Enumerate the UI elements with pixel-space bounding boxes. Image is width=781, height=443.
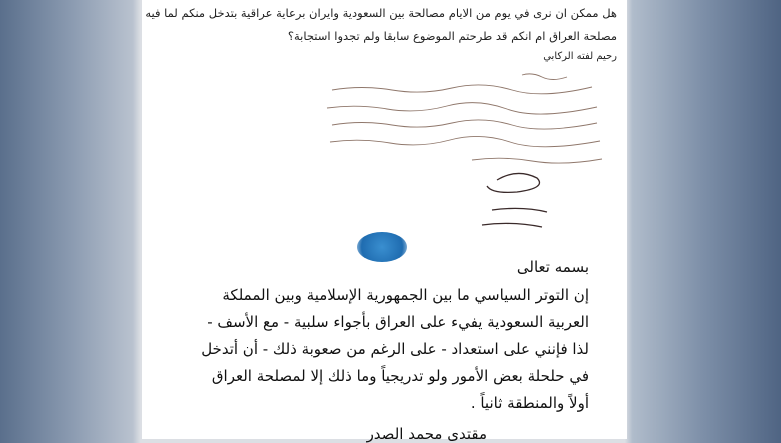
seal-stamp <box>357 232 407 262</box>
question-line-2: مصلحة العراق ام انكم قد طرحتم الموضوع سابقا ولم تجدوا استجابة؟ <box>287 29 617 43</box>
answer-line: العربية السعودية يفيء على العراق بأجواء سلبية - مع الأسف - <box>207 313 589 331</box>
answer-line: لذا فإنني على استعداد - على الرغم من صعوبة ذلك - أن أتدخل <box>201 340 589 358</box>
question-line-1: هل ممكن ان نرى في يوم من الايام مصالحة بين السعودية وايران برعاية عراقية بتدخل منكم لما فيه <box>145 6 617 20</box>
answer-line: في حلحلة بعض الأمور ولو تدريجياً وما ذلك إلا لمصلحة العراق <box>211 367 589 385</box>
answer-opening: بسمه تعالى <box>516 258 589 276</box>
answer-signature: مقتدى محمد الصدر <box>366 425 487 443</box>
answer-line: أولاً والمنطقة ثانياً . <box>470 394 589 412</box>
handwritten-answer <box>322 70 612 240</box>
document-page <box>142 0 627 443</box>
question-asker: رحيم لفته الركابي <box>543 51 617 62</box>
answer-line: إن التوتر السياسي ما بين الجمهورية الإسلامية وبين المملكة <box>222 286 589 304</box>
